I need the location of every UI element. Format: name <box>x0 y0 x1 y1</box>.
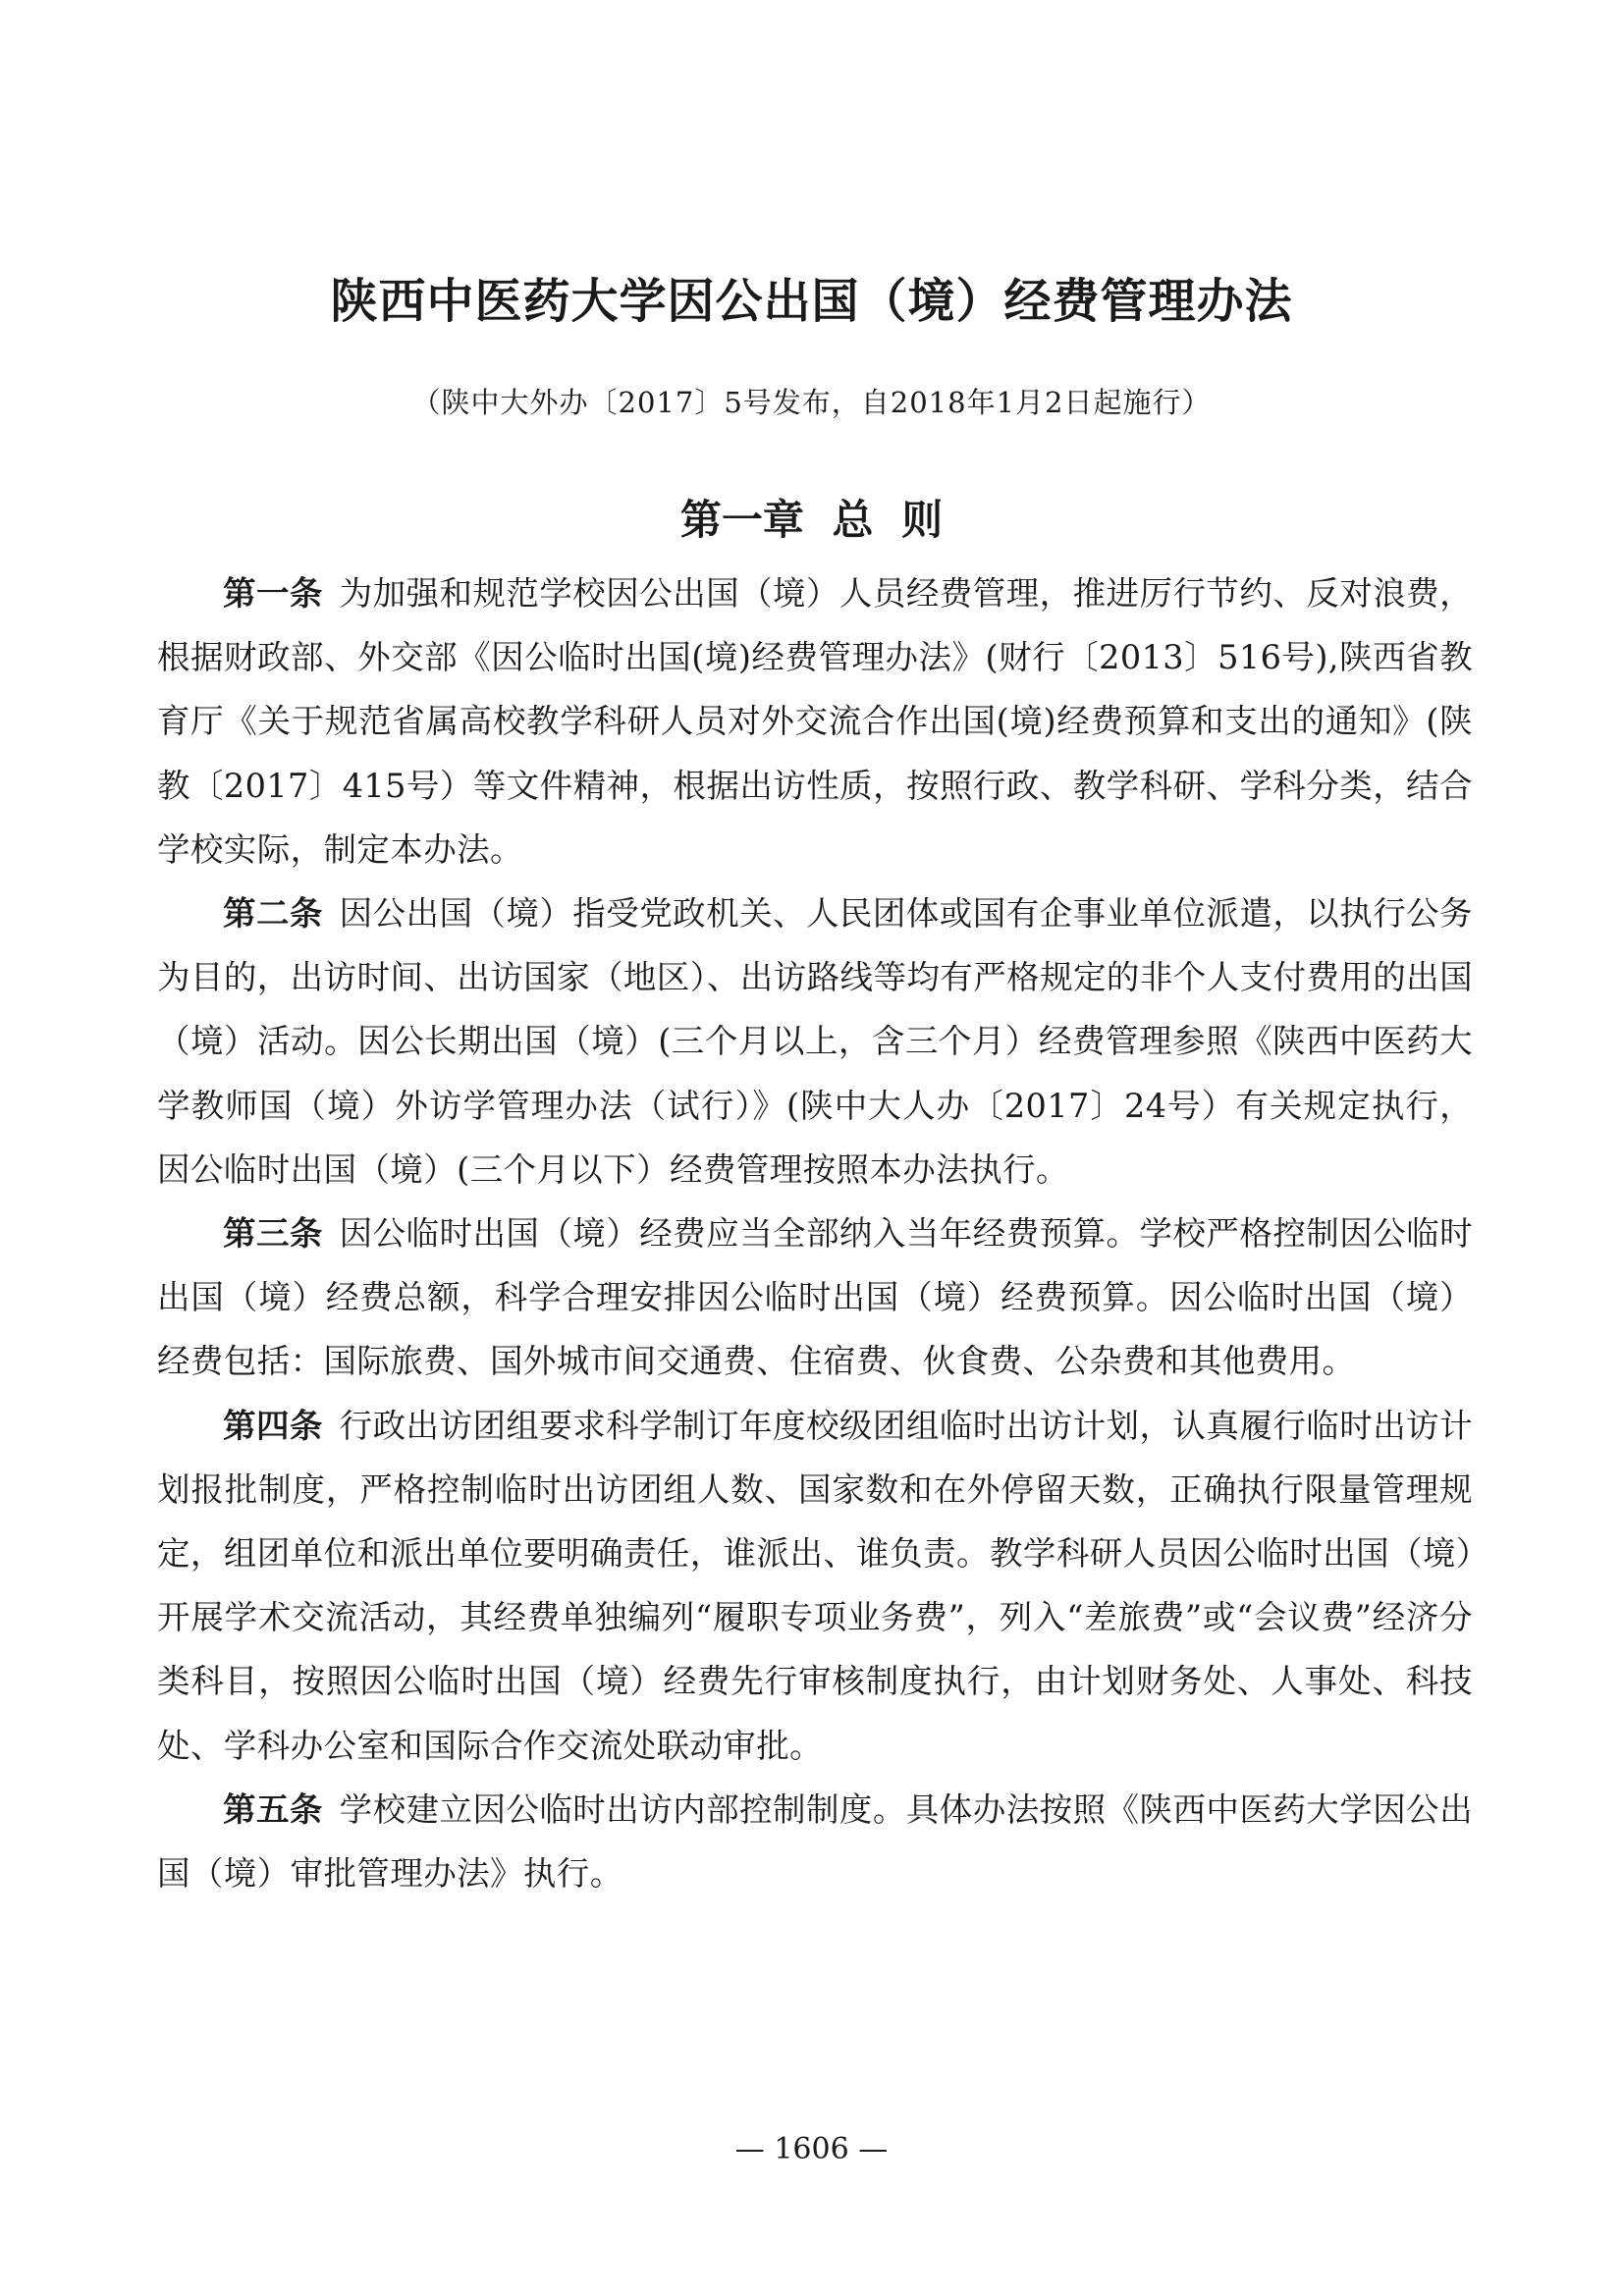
article-text: 为加强和规范学校因公出国（境）人员经费管理，推进厉行节约、反对浪费，根据财政部、外交部《因公临时出国(境)经费管理办法》(财行〔2013〕516号),陕西省教育厅《关于规范省属高校教学科研人员对外交流合作出国(境)经费预算和支出的通知》(陕教〔2017〕415号）等文件精神，根据出访性质，按照行政、教学科研、学科分类，结合学校实际，制定本办法。 <box>157 574 1473 869</box>
article-5 <box>157 1778 1473 1905</box>
page-number: — 1606 — <box>734 2132 889 2166</box>
article-text: 行政出访团组要求科学制订年度校级团组临时出访计划，认真履行临时出访计划报批制度，严格控制临时出访团组人数、国家数和在外停留天数，正确执行限量管理规定，组团单位和派出单位要明确责任，谁派出、谁负责。教学科研人员因公临时出国（境）开展学术交流活动，其经费单独编列“履职专项业务费”，列入“差旅费”或“会议费”经济分类科目，按照因公临时出国（境）经费先行审核制度执行，由计划财务处、人事处、科技处、学科办公室和国际合作交流处联动审批。 <box>157 1406 1473 1765</box>
article-number: 第一条 <box>223 574 323 613</box>
chapter-title: 第一章 总 则 <box>679 496 944 544</box>
article-4 <box>157 1394 1473 1778</box>
document-subtitle: （陕中大外办〔2017〕5号发布，自2018年1月2日起施行） <box>411 386 1212 419</box>
article-3 <box>157 1201 1473 1394</box>
article-1 <box>157 561 1473 881</box>
article-number: 第三条 <box>223 1214 323 1254</box>
document-title: 陕西中医药大学因公出国（境）经费管理办法 <box>330 274 1293 329</box>
article-2 <box>157 881 1473 1201</box>
article-number: 第二条 <box>223 894 323 934</box>
document-body <box>157 561 1473 1905</box>
article-text: 因公临时出国（境）经费应当全部纳入当年经费预算。学校严格控制因公临时出国（境）经费总额，科学合理安排因公临时出国（境）经费预算。因公临时出国（境）经费包括：国际旅费、国外城市间交通费、住宿费、伙食费、公杂费和其他费用。 <box>157 1214 1473 1381</box>
article-text: 学校建立因公临时出访内部控制制度。具体办法按照《陕西中医药大学因公出国（境）审批管理办法》执行。 <box>157 1789 1473 1894</box>
article-text: 因公出国（境）指受党政机关、人民团体或国有企事业单位派遣，以执行公务为目的，出访时间、出访国家（地区）、出访路线等均有严格规定的非个人支付费用的出国（境）活动。因公长期出国（境）(三个月以上，含三个月）经费管理参照《陕西中医药大学教师国（境）外访学管理办法（试行）》(陕中大人办〔2017〕24号）有关规定执行，因公临时出国（境）(三个月以下）经费管理按照本办法执行。 <box>157 894 1473 1189</box>
article-number: 第四条 <box>223 1406 323 1445</box>
article-number: 第五条 <box>223 1789 323 1829</box>
